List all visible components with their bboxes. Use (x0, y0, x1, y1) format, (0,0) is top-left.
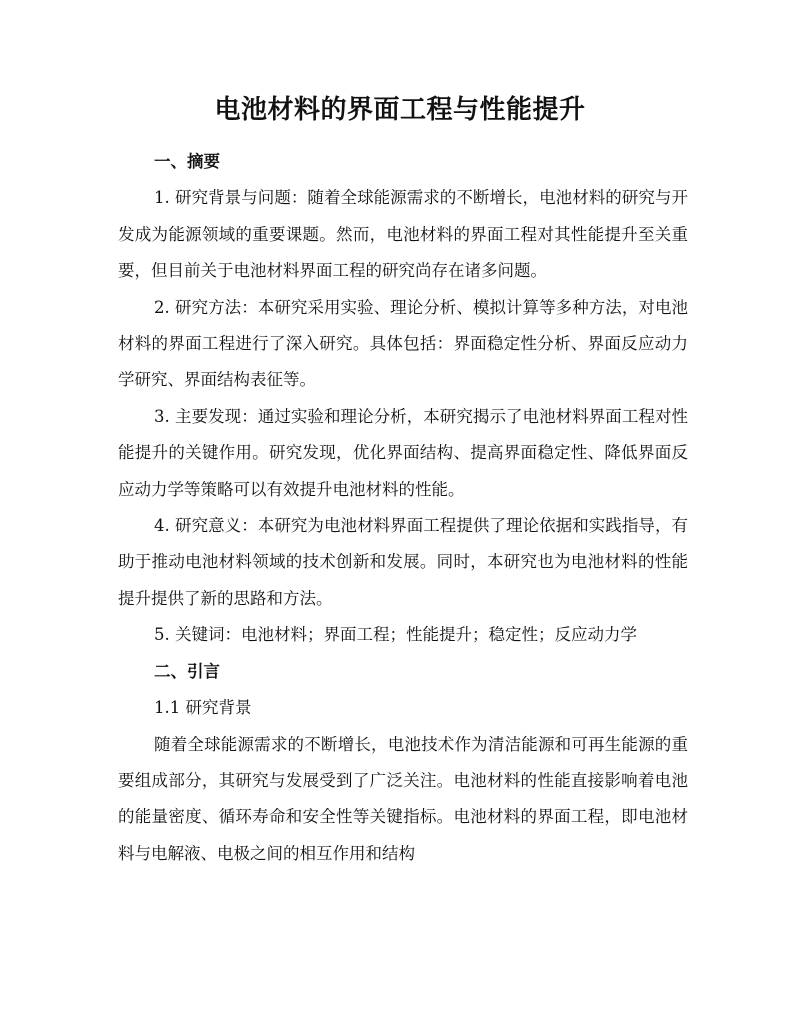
document-body (118, 144, 688, 872)
abstract-heading: 一、摘要 (154, 152, 220, 171)
introduction-heading: 二、引言 (154, 661, 220, 681)
document-title: 电池材料的界面工程与性能提升 (214, 95, 586, 125)
abstract-item-background: 1. 研究背景与问题：随着全球能源需求的不断增长，电池材料的研究与开发成为能源领域的重要课题。然而，电池材料的界面工程对其性能提升至关重要，但目前关于电池材料界面工程的研究尚存在诸多问题。 (118, 188, 688, 281)
abstract-item-keywords: 5. 关键词：电池材料；界面工程；性能提升；稳定性；反应动力学 (154, 625, 637, 645)
abstract-item-findings: 3. 主要发现：通过实验和理论分析，本研究揭示了电池材料界面工程对性能提升的关键作用。研究发现，优化界面结构、提高界面稳定性、降低界面反应动力学等策略可以有效提升电池材料的性能。 (118, 406, 688, 499)
abstract-item-methods: 2. 研究方法：本研究采用实验、理论分析、模拟计算等多种方法，对电池材料的界面工程进行了深入研究。具体包括：界面稳定性分析、界面反应动力学研究、界面结构表征等。 (118, 297, 688, 390)
introduction-subheading: 1.1 研究背景 (154, 698, 252, 718)
introduction-paragraph: 随着全球能源需求的不断增长，电池技术作为清洁能源和可再生能源的重要组成部分，其研究与发展受到了广泛关注。电池材料的性能直接影响着电池的能量密度、循环寿命和安全性等关键指标。电池材料的界面工程，即电池材料与电解液、电极之间的相互作用和结构 (118, 734, 688, 863)
abstract-item-significance: 4. 研究意义：本研究为电池材料界面工程提供了理论依据和实践指导，有助于推动电池材料领域的技术创新和发展。同时，本研究也为电池材料的性能提升提供了新的思路和方法。 (118, 516, 688, 608)
